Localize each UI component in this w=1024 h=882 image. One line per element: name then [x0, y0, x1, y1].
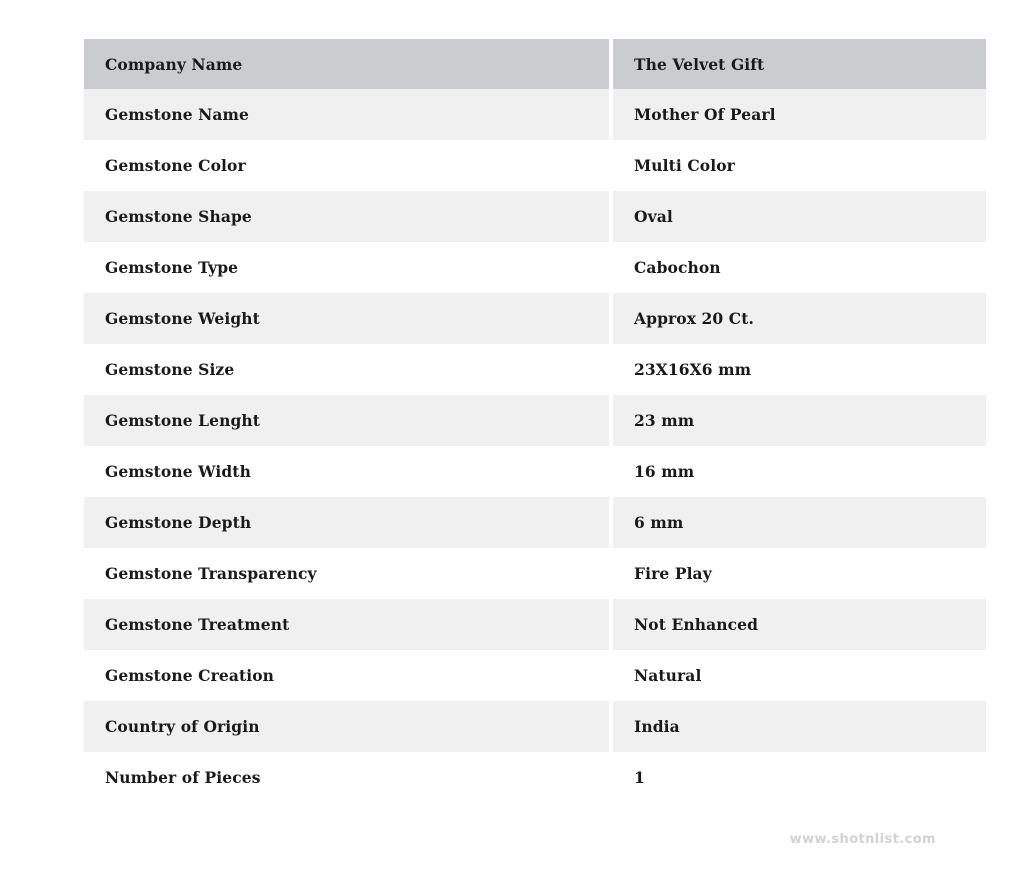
- spec-label: Number of Pieces: [84, 752, 611, 803]
- spec-value: The Velvet Gift: [611, 39, 986, 89]
- spec-label: Gemstone Weight: [84, 293, 611, 344]
- spec-label: Gemstone Lenght: [84, 395, 611, 446]
- spec-value: Approx 20 Ct.: [611, 293, 986, 344]
- table-row: [84, 344, 986, 395]
- spec-value: Not Enhanced: [611, 599, 986, 650]
- gemstone-spec-table: [84, 39, 986, 803]
- spec-value: Cabochon: [611, 242, 986, 293]
- table-row: [84, 548, 986, 599]
- spec-label: Gemstone Creation: [84, 650, 611, 701]
- spec-table-body: [84, 39, 986, 803]
- table-row: [84, 140, 986, 191]
- spec-value: Oval: [611, 191, 986, 242]
- spec-value: Mother Of Pearl: [611, 89, 986, 140]
- watermark: www.shotnlist.com: [789, 832, 936, 847]
- spec-value: 16 mm: [611, 446, 986, 497]
- table-row: [84, 599, 986, 650]
- table-row: [84, 242, 986, 293]
- table-row: [84, 701, 986, 752]
- spec-label: Company Name: [84, 39, 611, 89]
- table-row: [84, 497, 986, 548]
- spec-value: 23X16X6 mm: [611, 344, 986, 395]
- spec-label: Gemstone Color: [84, 140, 611, 191]
- table-row: [84, 39, 986, 89]
- spec-label: Country of Origin: [84, 701, 611, 752]
- spec-label: Gemstone Name: [84, 89, 611, 140]
- spec-label: Gemstone Treatment: [84, 599, 611, 650]
- spec-label: Gemstone Depth: [84, 497, 611, 548]
- table-row: [84, 650, 986, 701]
- spec-value: Multi Color: [611, 140, 986, 191]
- table-row: [84, 191, 986, 242]
- table-row: [84, 293, 986, 344]
- table-row: [84, 752, 986, 803]
- spec-value: 6 mm: [611, 497, 986, 548]
- spec-label: Gemstone Width: [84, 446, 611, 497]
- spec-value: 23 mm: [611, 395, 986, 446]
- table-row: [84, 446, 986, 497]
- table-row: [84, 395, 986, 446]
- spec-value: Fire Play: [611, 548, 986, 599]
- spec-label: Gemstone Size: [84, 344, 611, 395]
- spec-value: 1: [611, 752, 986, 803]
- spec-value: Natural: [611, 650, 986, 701]
- spec-label: Gemstone Transparency: [84, 548, 611, 599]
- table-row: [84, 89, 986, 140]
- spec-label: Gemstone Shape: [84, 191, 611, 242]
- spec-value: India: [611, 701, 986, 752]
- spec-label: Gemstone Type: [84, 242, 611, 293]
